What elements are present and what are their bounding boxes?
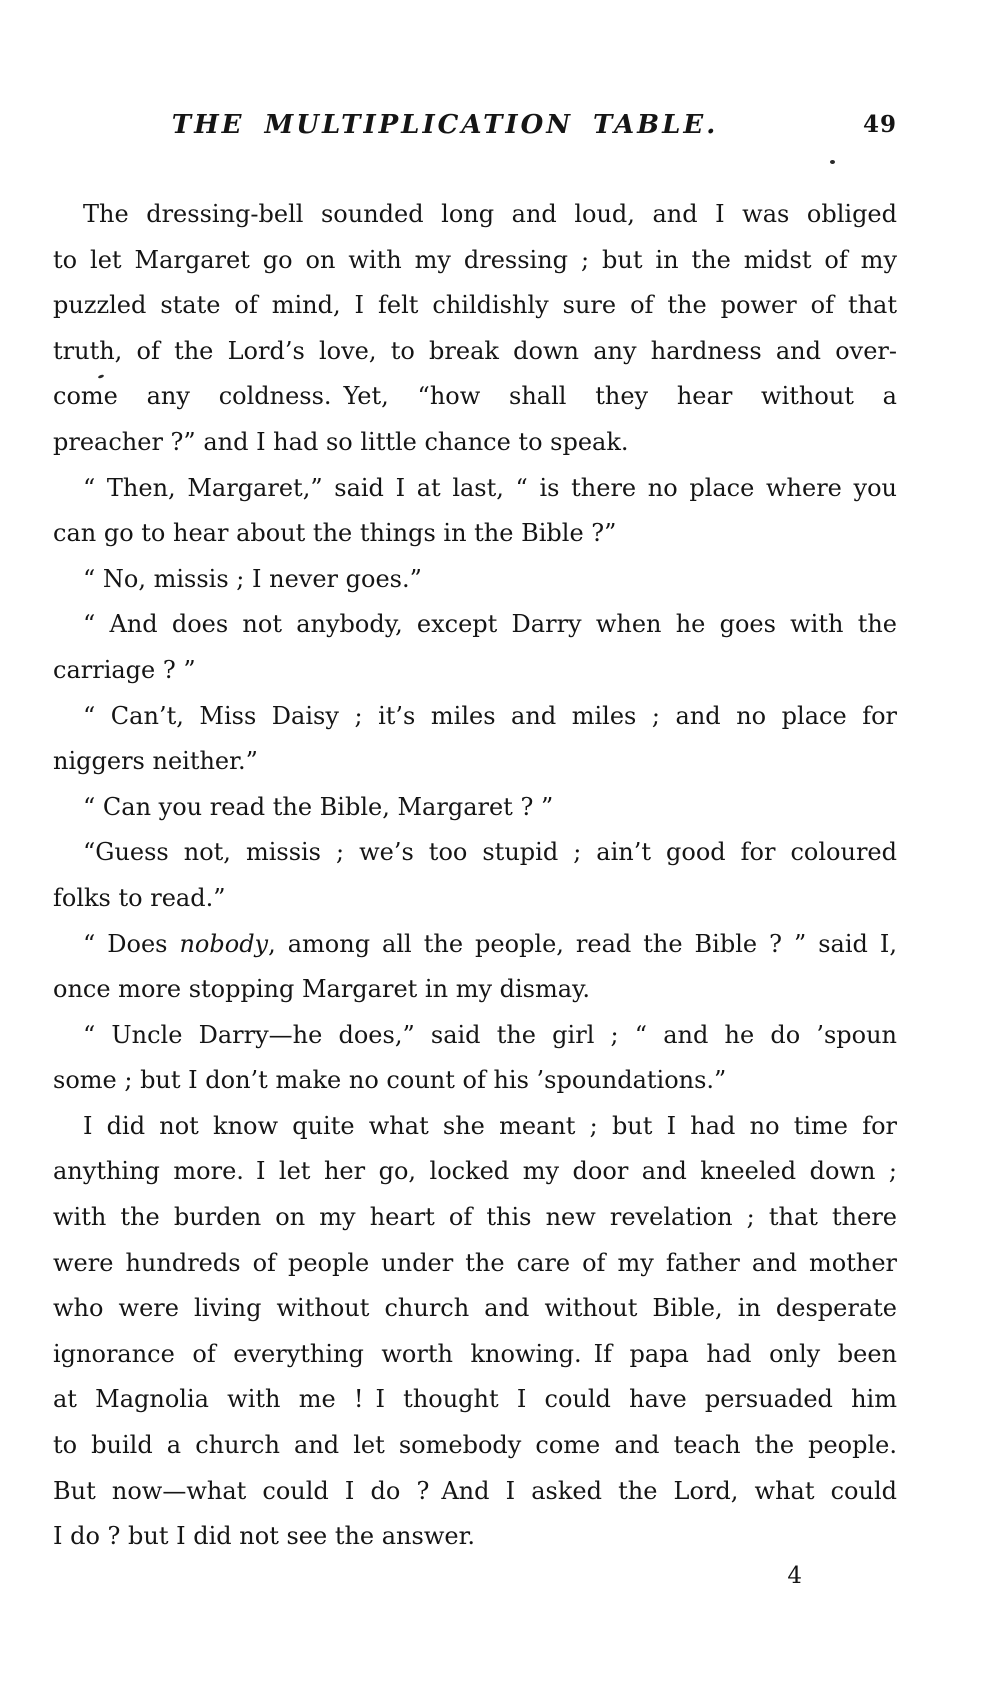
text-line [53,876,897,922]
text-line [53,329,897,375]
text-segment: with the burden on my heart of this new revelation ; that there [53,1203,897,1232]
text-segment: some ; but I don’t make no count of his ’spoundations.” [53,1066,727,1095]
text-segment: once more stopping Margaret in my dismay. [53,975,591,1004]
text-segment: “ Can you read the Bible, Margaret ? ” [83,792,554,821]
scan-speck [830,160,835,164]
text-line [53,648,897,694]
text-line [53,830,897,876]
text-segment: ignorance of everything worth knowing. If papa had only been [53,1339,897,1368]
text-line [53,466,897,512]
paragraph [53,830,897,921]
paragraph [53,922,897,1013]
text-line [53,1469,897,1515]
text-line [53,557,897,603]
text-segment: niggers neither.” [53,747,258,776]
text-segment: “ Does [83,929,180,958]
paragraph [53,192,897,466]
paragraph [53,1013,897,1104]
text-segment: to let Margaret go on with my dressing ; but in the midst of my [53,245,897,274]
text-line [53,192,897,238]
text-line [53,511,897,557]
text-segment: But now—what could I do ? And I asked the Lord, what could [53,1476,897,1505]
running-title: THE MULTIPLICATION TABLE. [171,110,719,140]
text-segment: “ Then, Margaret,” said I at last, “ is there no place where you [83,473,897,502]
italic-text: nobody [179,929,269,958]
text-segment: folks to read.” [53,883,226,912]
text-segment: can go to hear about the things in the Bible ?” [53,519,617,548]
text-segment: “Guess not, missis ; we’s too stupid ; ain’t good for coloured [83,838,897,867]
text-line [53,1286,897,1332]
paragraph [53,785,897,831]
text-line [53,1058,897,1104]
text-line [53,374,897,420]
paragraph [53,557,897,603]
text-line [53,694,897,740]
text-segment: “ Uncle Darry—he does,” said the girl ; “ and he do ’spoun [83,1020,897,1049]
text-segment: carriage ? ” [53,655,196,684]
signature-mark: 4 [787,1563,802,1589]
text-segment: come any coldness. Yet, “how shall they hear without a [53,382,897,411]
text-line [53,1195,897,1241]
text-line [53,1332,897,1378]
text-line [53,785,897,831]
text-segment: “ And does not anybody, except Darry when he goes with the [83,610,897,639]
text-line [53,1241,897,1287]
text-segment: puzzled state of mind, I felt childishly sure of the power of that [53,291,897,320]
text-segment: I did not know quite what she meant ; but I had no time for [83,1111,897,1140]
text-segment: truth, of the Lord’s love, to break down any hardness and over- [53,336,897,365]
text-segment: I do ? but I did not see the answer. [53,1522,476,1551]
text-line [53,602,897,648]
text-line [53,283,897,329]
text-line [53,967,897,1013]
text-line [53,739,897,785]
text-line [53,1013,897,1059]
running-head [53,110,897,146]
text-segment: anything more. I let her go, locked my door and kneeled down ; [53,1157,897,1186]
paragraph [53,1104,897,1560]
text-line [53,1514,897,1560]
text-line [53,922,897,968]
text-segment: who were living without church and without Bible, in desperate [53,1294,897,1323]
text-line [53,1377,897,1423]
paragraph [53,466,897,557]
text-segment: were hundreds of people under the care of my father and mother [53,1248,897,1277]
text-line [53,238,897,284]
text-segment: “ Can’t, Miss Daisy ; it’s miles and miles ; and no place for [83,701,897,730]
text-segment: The dressing-bell sounded long and loud, and I was obliged [83,200,897,228]
text-segment: , among all the people, read the Bible ? ” said I, [268,929,897,958]
paragraph [53,694,897,785]
paragraph [53,602,897,693]
text-segment: to build a church and let somebody come and teach the people. [53,1431,897,1460]
text-segment: “ No, missis ; I never goes.” [83,564,422,593]
page-number: 49 [862,111,897,138]
text-line [53,1104,897,1150]
text-line [53,420,897,466]
text-segment: preacher ?” and I had so little chance to speak. [53,427,629,456]
text-line [53,1423,897,1469]
text-line [53,1149,897,1195]
page-body [53,192,897,1560]
text-segment: at Magnolia with me ! I thought I could have persuaded him [53,1385,897,1414]
